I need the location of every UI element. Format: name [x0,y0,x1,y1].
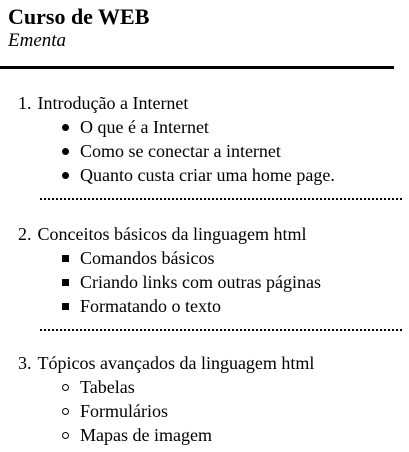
section-heading [18,91,394,115]
syllabus-section-3 [18,351,394,447]
topic-list [18,246,394,318]
section-title: Introdução a Internet [37,93,189,113]
section-number: 1. [18,93,32,113]
bullet-circle-icon [62,408,69,415]
list-item [80,399,394,423]
section-divider [40,329,402,331]
bullet-circle-icon [62,432,69,439]
bullet-square-icon [62,255,69,262]
page-subtitle: Ementa [8,30,67,51]
list-item-label: Formulários [80,401,168,421]
bullet-disc-icon [62,148,69,155]
section-number: 2. [18,224,32,244]
bullet-square-icon [62,279,69,286]
list-item-label: Tabelas [80,377,135,397]
bullet-circle-icon [62,384,69,391]
list-item-label: Formatando o texto [80,296,221,316]
list-item [80,139,394,163]
list-item [80,423,394,447]
document-page [8,4,402,52]
list-item-label: Quanto custa criar uma home page. [80,165,335,185]
list-item-label: Como se conectar a internet [80,141,281,161]
section-heading [18,351,394,375]
list-item [80,270,394,294]
bullet-disc-icon [62,124,69,131]
list-item [80,246,394,270]
bullet-square-icon [62,303,69,310]
topic-list [18,375,394,447]
list-item [80,294,394,318]
bullet-disc-icon [62,172,69,179]
list-item [80,375,394,399]
list-item [80,115,394,139]
section-number: 3. [18,353,32,373]
title-divider [0,66,394,69]
topic-list [18,115,394,187]
list-item [80,163,394,187]
list-item-label: Criando links com outras páginas [80,272,321,292]
section-heading [18,222,394,246]
syllabus-section-2 [18,222,394,318]
section-divider [40,198,402,200]
section-title: Conceitos básicos da linguagem html [37,224,307,244]
page-title: Curso de WEB [8,4,150,29]
syllabus-section-1 [18,91,394,187]
list-item-label: O que é a Internet [80,117,209,137]
list-item-label: Mapas de imagem [80,425,212,445]
section-title: Tópicos avançados da linguagem html [37,353,315,373]
list-item-label: Comandos básicos [80,248,215,268]
